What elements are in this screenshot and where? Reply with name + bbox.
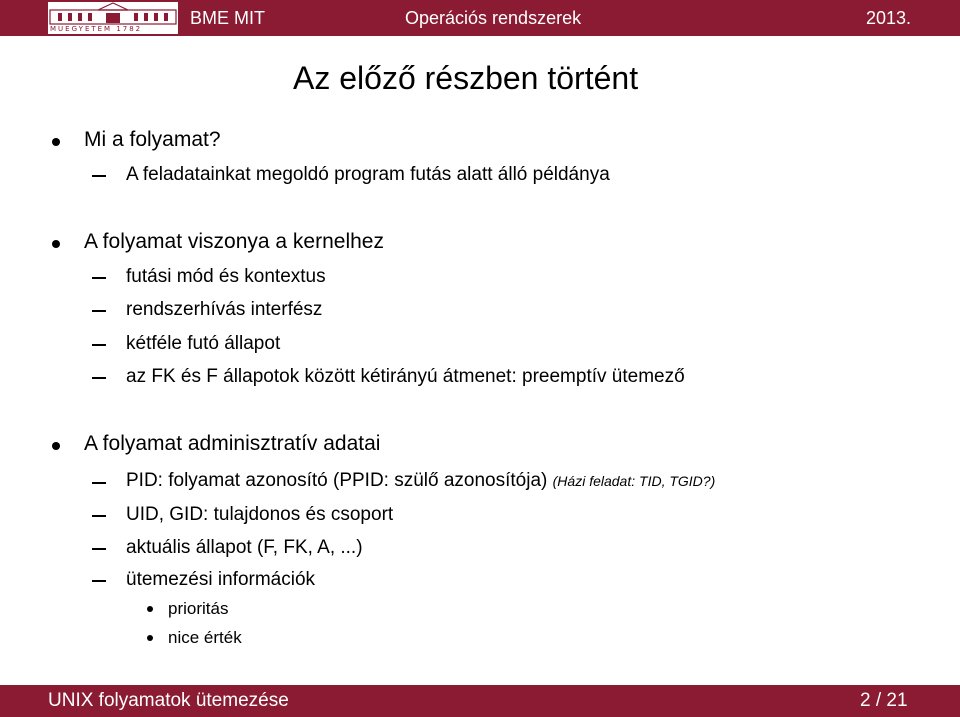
dash-icon [92,344,106,346]
footer-bar [0,685,960,717]
section-heading: Mi a folyamat? [84,128,221,151]
dash-icon [92,580,106,582]
header-year: 2013. [866,8,912,28]
dash-icon [92,548,106,550]
bullet-icon [147,635,153,641]
list-item: UID, GID: tulajdonos és csoport [126,504,394,525]
list-item: rendszerhívás interfész [126,299,323,320]
header-school: BME MIT [190,8,265,28]
dash-icon [92,377,106,379]
bme-logo [48,2,178,34]
list-item: aktuális állapot (F, FK, A, ...) [126,537,363,558]
sub-list-item: prioritás [168,599,229,618]
section-heading: A folyamat viszonya a kernelhez [84,230,384,253]
dash-icon [92,175,106,177]
list-item: kétféle futó állapot [126,333,281,354]
list-item: az FK és F állapotok között kétirányú átmenet: preemptív ütemező [126,366,685,387]
building-icon [48,2,178,26]
dash-icon [92,310,106,312]
bullet-icon [147,606,153,612]
section-heading: A folyamat adminisztratív adatai [84,432,381,455]
list-item: futási mód és kontextus [126,266,326,287]
sub-list-item: nice érték [168,628,242,647]
header-bar [0,0,960,36]
page-number: 2 / 21 [860,690,908,711]
dash-icon [92,515,106,517]
logo-text: MŰEGYETEM 1782 [50,25,143,33]
dash-icon [92,482,106,484]
pid-text: PID: folyamat azonosító (PPID: szülő azonosítója) [126,470,548,491]
list-item: ütemezési információk [126,569,316,590]
homework-note: (Házi feladat: TID, TGID?) [552,473,716,489]
bullet-icon [52,240,60,248]
slide-title: Az előző részben történt [293,60,639,96]
list-item-pid [126,470,715,492]
list-item: A feladatainkat megoldó program futás alatt álló példánya [126,164,610,185]
dash-icon [92,277,106,279]
header-course: Operációs rendszerek [405,8,582,28]
footer-title: UNIX folyamatok ütemezése [48,690,289,711]
bullet-icon [52,138,60,146]
bullet-icon [52,442,60,450]
